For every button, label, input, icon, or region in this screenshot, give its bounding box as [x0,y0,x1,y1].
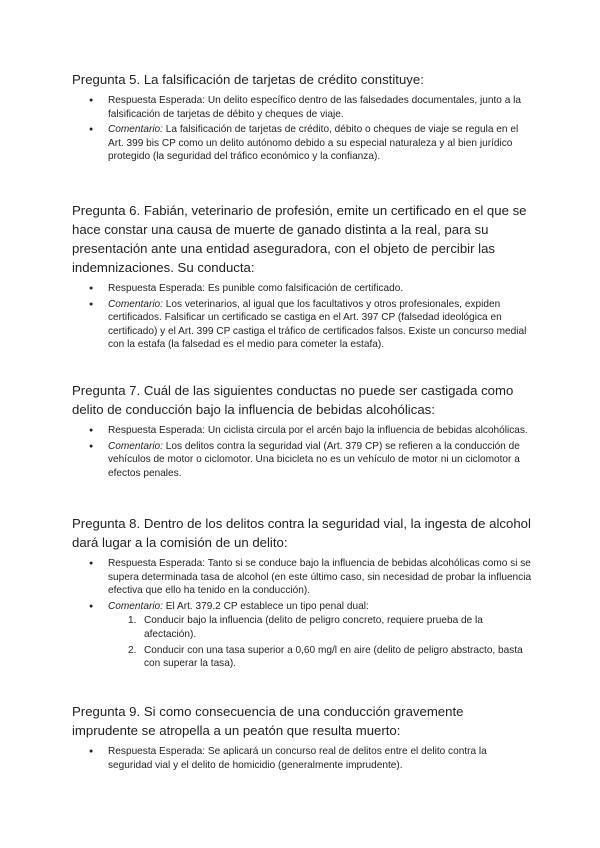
comment-label: Comentario: [108,600,163,612]
answer-list [72,424,532,480]
expected-answer-label: Respuesta Esperada: [108,425,206,436]
question-title: Pregunta 5. La falsificación de tarjetas de crédito constituye: [72,72,424,87]
expected-answer-text: Es punible como falsificación de certificado. [207,283,404,294]
expected-answer [72,424,532,438]
comment [72,440,532,481]
expected-answer-text: Se aplicará un concurso real de delitos entre el delito contra la seguridad vial y el delito de homicidio (generalmente imprudente). [108,746,487,771]
expected-answer [72,94,532,121]
answer-list [72,282,532,352]
question-6 [72,201,532,354]
answer-list [72,94,532,164]
expected-answer [72,745,532,772]
expected-answer-text: Un ciclista circula por el arcén bajo la influencia de bebidas alcohólicas. [207,425,528,436]
question-5 [72,70,532,166]
expected-answer-label: Respuesta Esperada: [108,283,206,294]
sub-item-text: Conducir bajo la influencia (delito de peligro concreto, requiere prueba de la afectación). [144,615,483,640]
answer-list [72,557,532,671]
question-title: Pregunta 6. Fabián, veterinario de profesión, emite un certificado en el que se hace constar una causa de muerte de ganado distinta a la real, para su presentación ante una entidad aseguradora, con el objeto de percibir las indemnizaciones. Su conducta: [72,203,527,275]
sub-item-number: 2. [128,644,137,656]
expected-answer-label: Respuesta Esperada: [108,558,206,569]
comment [72,298,532,352]
sub-item-number: 1. [128,615,137,627]
expected-answer-label: Respuesta Esperada: [108,95,206,106]
sub-list [108,614,532,670]
sub-list-item [108,614,532,641]
comment-text: La falsificación de tarjetas de crédito, débito o cheques de viaje se regula en el Art. 399 bis CP como un delito autónomo debido a su especial naturaleza y al bien jurídico protegido (la seguridad del tráfico económico y la confianza). [108,124,519,163]
question-9 [72,702,532,774]
answer-list [72,745,532,772]
comment-text: Los delitos contra la seguridad vial (Art. 379 CP) se refieren a la conducción de vehículos de motor o ciclomotor. Una bicicleta no es un vehículo de motor ni un ciclomotor a efectos penales. [108,440,520,479]
expected-answer-text: Tanto si se conduce bajo la influencia de bebidas alcohólicas como si se supera determinada tasa de alcohol (en este último caso, sin necesidad de probar la influencia efectiva que ello ha tenido en la conducción). [108,558,532,597]
question-title: Pregunta 7. Cuál de las siguientes conductas no puede ser castigada como delito de conducción bajo la influencia de bebidas alcohólicas: [72,383,514,417]
comment-label: Comentario: [108,440,163,452]
expected-answer-label: Respuesta Esperada: [108,746,206,757]
question-7 [72,381,532,482]
sub-list-item [108,644,532,671]
comment [72,123,532,164]
sub-item-text: Conducir con una tasa superior a 0,60 mg/l en aire (delito de peligro abstracto, basta con superar la tasa). [144,644,523,670]
question-8 [72,514,532,673]
question-title: Pregunta 8. Dentro de los delitos contra la seguridad vial, la ingesta de alcohol dará lugar a la comisión de un delito: [72,516,531,550]
question-title: Pregunta 9. Si como consecuencia de una conducción gravemente imprudente se atropella a un peatón que resulta muerto: [72,704,464,738]
expected-answer-text: Un delito específico dentro de las falsedades documentales, junto a la falsificación de tarjetas de débito y cheques de viaje. [108,95,521,120]
comment-text: Los veterinarios, al igual que los facultativos y otros profesionales, expiden certificados. Falsificar un certificado se castiga en el Art. 397 CP (falsedad ideológica en certificado) y el Art. 399 CP castiga el tráfico de certificados falsos. Existe un concurso medial con la estafa (la falsedad es el medio para cometer la estafa). [108,298,527,351]
comment [72,600,532,671]
comment-label: Comentario: [108,298,163,310]
comment-text: El Art. 379.2 CP establece un tipo penal dual: [165,600,369,612]
expected-answer [72,557,532,598]
expected-answer [72,282,532,296]
comment-label: Comentario: [108,124,163,136]
